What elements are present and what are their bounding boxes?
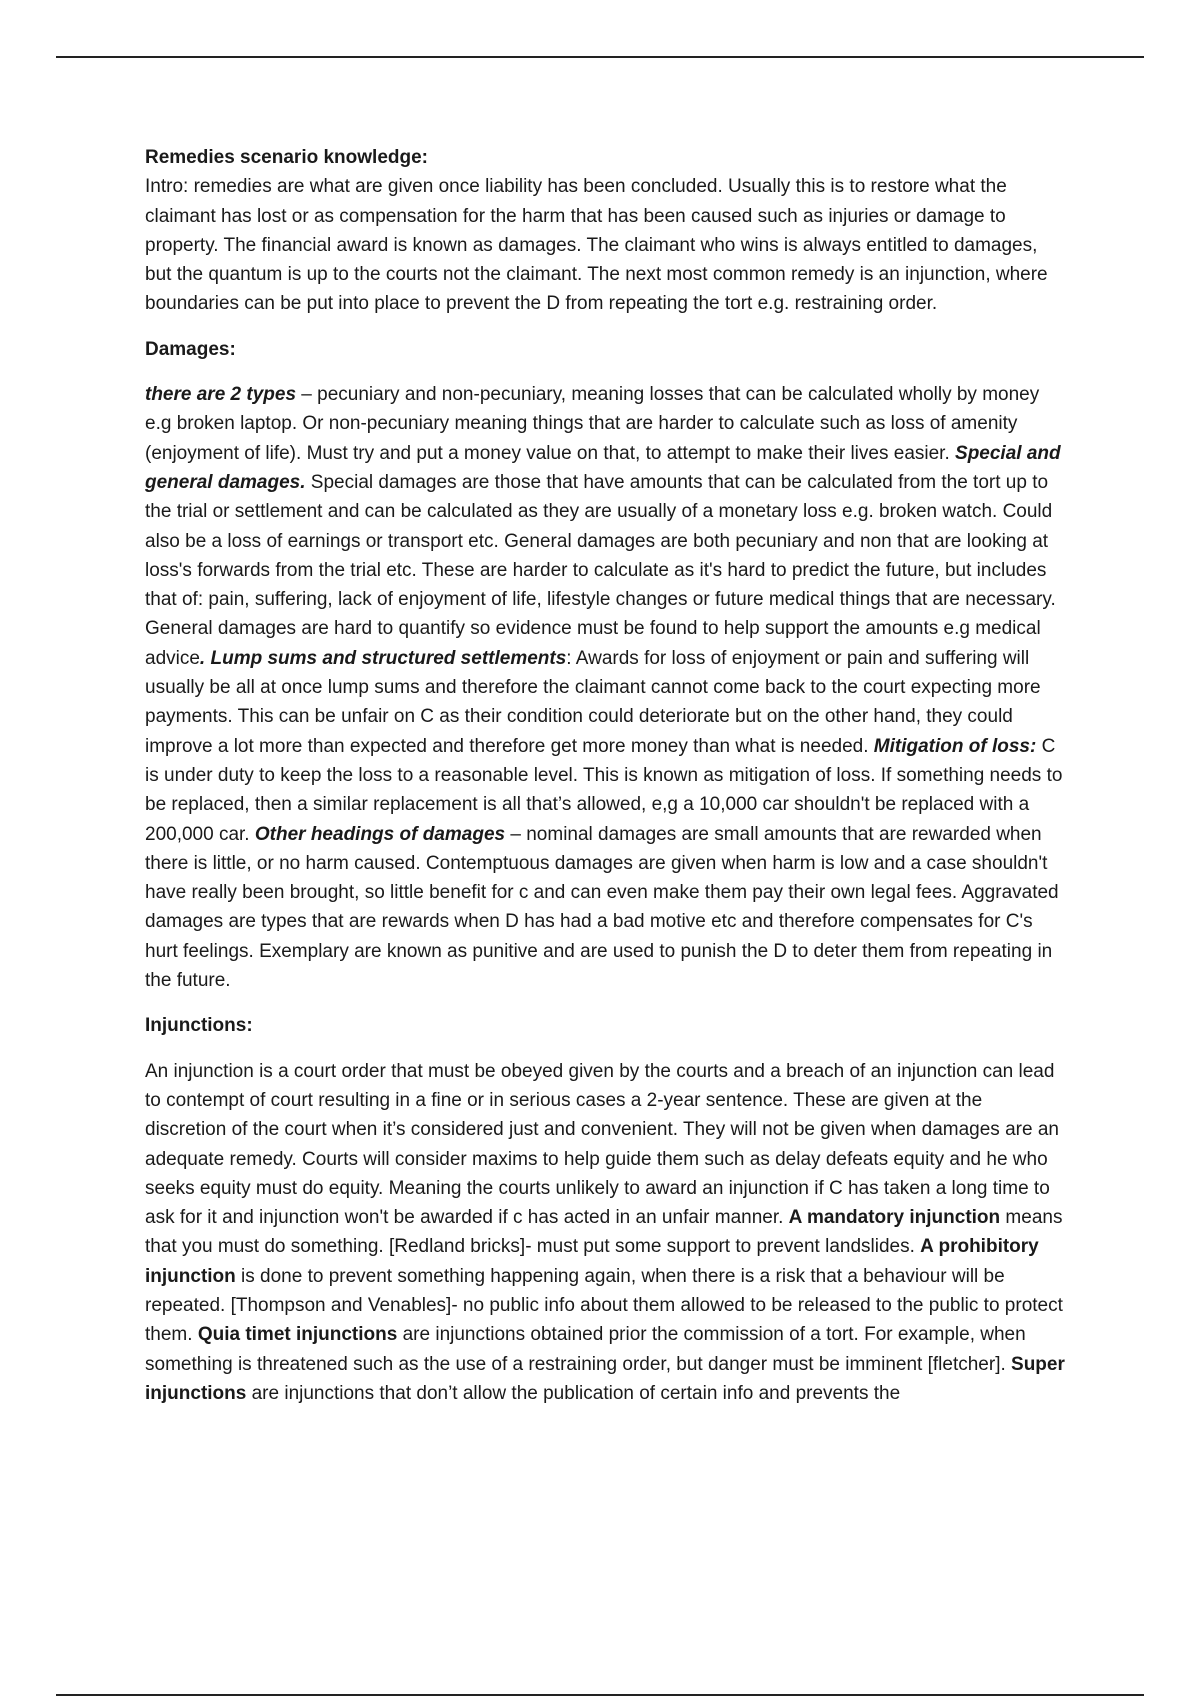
super-injunctions-term: Super injunctions	[145, 1353, 1065, 1404]
damages-paragraph	[145, 380, 1065, 995]
prohibitory-injunction-term: A prohibitory injunction	[145, 1236, 1039, 1287]
injunctions-text-5: are injunctions that don’t allow the publication of certain info and prevents the	[246, 1382, 901, 1404]
quia-timet-term: Quia timet injunctions	[197, 1324, 398, 1346]
damages-text-5: – nominal damages are small amounts that are rewarded when there is little, or no harm caused. Contemptuous damages are given when harm is low and a case shouldn't have really been brought, so little benefit for c and can even make them pay their own legal fees. Aggravated damages are types that are rewards when D has had a bad motive etc and therefore compensates for C's hurt feelings. Exemplary are known as punitive and are used to punish the D to deter them from repeating in the future.	[145, 823, 1059, 992]
damages-heading: Damages:	[145, 338, 236, 360]
injunctions-text-2: means that you must do something. [Redland bricks]- must put some support to prevent landslides.	[145, 1207, 1063, 1258]
injunctions-text-1: An injunction is a court order that must be obeyed given by the courts and a breach of an injunction can lead to contempt of court resulting in a fine or in serious cases a 2-year sentence. These are given at the discretion of the court when it’s considered just and convenient. They will not be given when damages are an adequate remedy. Courts will consider maxims to help guide them such as delay defeats equity and he who seeks equity must do equity. Meaning the courts unlikely to award an injunction if C has taken a long time to ask for it and injunction won't be awarded if c has acted in an unfair manner.	[145, 1060, 1059, 1229]
damages-text-1: – pecuniary and non-pecuniary, meaning losses that can be calculated wholly by money e.g broken laptop. Or non-pecuniary meaning things that are harder to calculate such as loss of amenity (enjoyment of life). Must try and put a money value on that, to attempt to make their lives easier.	[145, 384, 1040, 464]
injunctions-text-4: are injunctions obtained prior the commission of a tort. For example, when something is threatened such as the use of a restraining order, but danger must be imminent [fletcher].	[145, 1324, 1026, 1375]
intro-paragraph: Intro: remedies are what are given once liability has been concluded. Usually this is to restore what the claimant has lost or as compensation for the harm that has been caused such as injuries or damage to property. The financial award is known as damages. The claimant who wins is always entitled to damages, but the quantum is up to the courts not the claimant. The next most common remedy is an injunction, where boundaries can be put into place to prevent the D from repeating the tort e.g. restraining order.	[145, 176, 1048, 315]
document-title: Remedies scenario knowledge:	[145, 147, 428, 168]
mitigation-term: Mitigation of loss:	[873, 735, 1037, 757]
injunctions-text-3: is done to prevent something happening again, when there is a risk that a behaviour will be repeated. [Thompson and Venables]- no public info about them allowed to be released to the public to protect them.	[145, 1265, 1063, 1346]
damages-text-2: Special damages are those that have amounts that can be calculated from the tort up to the trial or settlement and can be calculated as they are usually of a monetary loss e.g. broken watch. Could also be a loss of earnings or transport etc. General damages are both pecuniary and non that are looking at loss's forwards from the trial etc. These are harder to calculate as it's hard to predict the future, but includes that of: pain, suffering, lack of enjoyment of life, lifestyle changes or future medical things that are necessary. General damages are hard to quantify so evidence must be found to help support the amounts e.g medical advice	[145, 471, 1056, 669]
mandatory-injunction-term: A mandatory injunction	[788, 1207, 1001, 1229]
lump-sums-term: . Lump sums and structured settlements	[199, 647, 567, 669]
special-general-term: Special and general damages.	[145, 442, 1061, 493]
injunctions-heading: Injunctions:	[145, 1015, 253, 1037]
damages-text-3: : Awards for loss of enjoyment or pain and suffering will usually be all at once lump sums and therefore the claimant cannot come back to the court expecting more payments. This can be unfair on C as their condition could deteriorate but on the other hand, they could improve a lot more than expected and therefore get more money than what is needed.	[145, 647, 1041, 757]
header-rule	[56, 56, 1144, 58]
other-headings-term: Other headings of damages	[254, 823, 506, 845]
damages-types-term: there are 2 types	[145, 384, 297, 406]
injunctions-paragraph	[145, 1057, 1065, 1409]
document-body	[145, 143, 1065, 1408]
footer-rule	[56, 1694, 1144, 1696]
damages-text-4: C is under duty to keep the loss to a reasonable level. This is known as mitigation of loss. If something needs to be replaced, then a similar replacement is all that’s allowed, e,g a 10,000 car shouldn't be replaced with a 200,000 car.	[145, 735, 1063, 845]
